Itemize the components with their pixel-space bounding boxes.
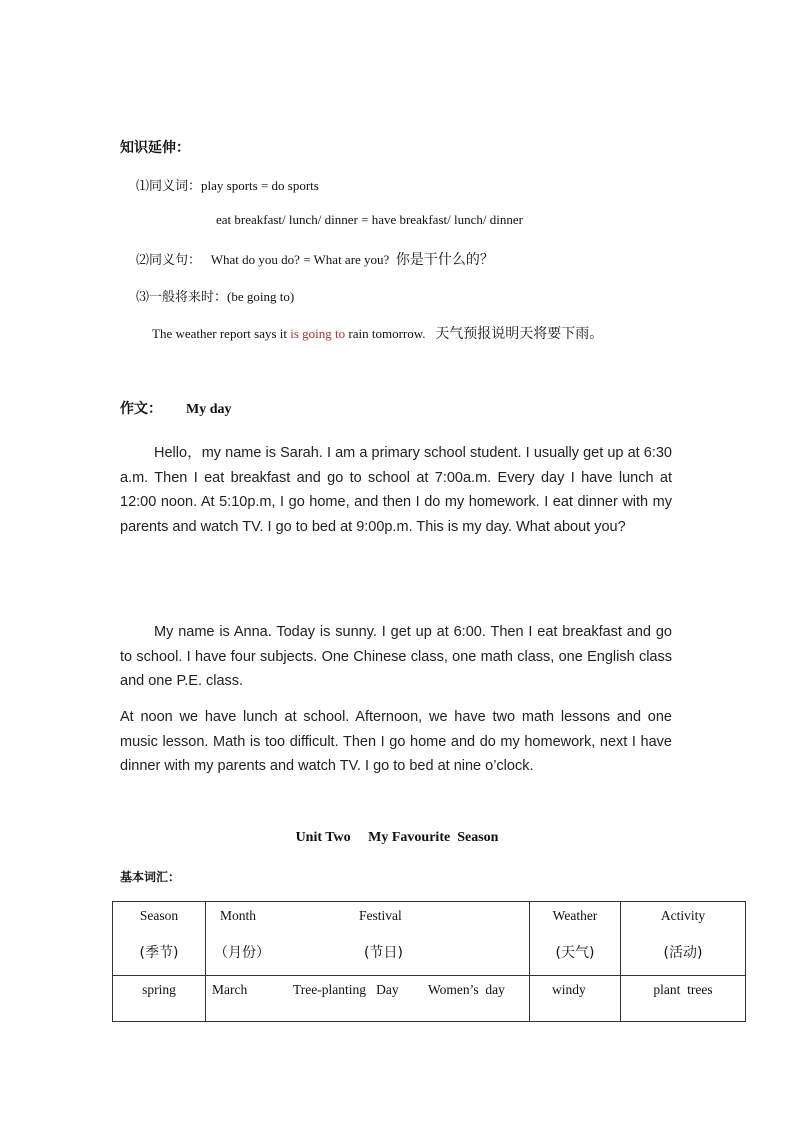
unit-title: Unit Two My Favourite Season bbox=[295, 830, 499, 845]
synonym-meals-text: eat breakfast/ lunch/ dinner = have breakfast/ lunch/ dinner bbox=[216, 212, 523, 227]
header-festival: Festival bbox=[359, 908, 402, 923]
header-month-festival bbox=[206, 902, 530, 976]
cell-activity: plant trees bbox=[621, 976, 746, 1022]
header-month-cn: （月份） bbox=[214, 945, 270, 961]
future-tense-text: (be going to) bbox=[227, 289, 295, 304]
header-season: Season (季节) bbox=[113, 902, 206, 976]
example-pre: The weather report says it bbox=[152, 326, 291, 341]
essay-paragraph-1: Hello，my name is Sarah. I am a primary school student. I usually get up at 6:30 a.m. Then I eat breakfast and go to school at 7:00a.m. Every day I have lunch at 12:00 noon. At 5:10p.m, I go home, and then I do my homework. I eat dinner with my parents and watch TV. I go to bed at 9:00p.m. This is my day. What about you? bbox=[120, 445, 672, 535]
synonym-sentence-cn: 你是干什么的？ bbox=[395, 252, 494, 268]
synonym-words-label: ⑴同义词： bbox=[136, 179, 202, 194]
essay-label: 作文： bbox=[120, 401, 162, 417]
cell-festival-1: Tree-planting Day bbox=[293, 982, 399, 997]
future-tense-line bbox=[136, 286, 294, 305]
cell-month: March bbox=[212, 982, 248, 997]
header-month: Month bbox=[220, 908, 257, 923]
table-header-row bbox=[113, 902, 746, 976]
synonym-words-line bbox=[136, 175, 319, 194]
example-post: rain tomorrow. bbox=[345, 326, 426, 341]
example-highlight: is going to bbox=[290, 326, 346, 341]
example-sentence bbox=[152, 323, 603, 343]
synonym-sentence-text: What do you do? = What are you? bbox=[210, 252, 390, 267]
cell-season: spring bbox=[113, 976, 206, 1022]
example-cn: 天气预报说明天将要下雨。 bbox=[435, 326, 604, 342]
future-tense-label: ⑶一般将来时： bbox=[136, 290, 228, 305]
synonym-words-text: play sports = do sports bbox=[201, 178, 319, 193]
synonym-sentence-line bbox=[136, 249, 494, 269]
vocab-label: 基本词汇： bbox=[120, 870, 181, 884]
extension-title: 知识延伸： bbox=[120, 140, 190, 156]
cell-festival-2: Women’s day bbox=[428, 982, 505, 997]
vocab-table bbox=[112, 901, 746, 1022]
table-row bbox=[113, 976, 746, 1022]
essay-heading bbox=[120, 398, 232, 418]
essay-paragraph-2: My name is Anna. Today is sunny. I get up at 6:00. Then I eat breakfast and go to school. I have four subjects. One Chinese class, one math class, one English class and one P.E. class. bbox=[120, 624, 672, 689]
essay-paragraph-3: At noon we have lunch at school. Afternoon, we have two math lessons and one music lesson. Math is too difficult. Then I go home and do my homework, next I have dinner with my parents and watch TV. I go to bed at nine o’clock. bbox=[120, 709, 672, 774]
header-activity: Activity (活动) bbox=[621, 902, 746, 976]
cell-weather: windy bbox=[530, 976, 621, 1022]
header-festival-cn: (节日) bbox=[364, 945, 403, 961]
synonym-sentence-label: ⑵同义句： bbox=[136, 253, 202, 268]
essay-title: My day bbox=[186, 402, 232, 417]
header-weather: Weather (天气) bbox=[530, 902, 621, 976]
cell-month-festival bbox=[206, 976, 530, 1022]
